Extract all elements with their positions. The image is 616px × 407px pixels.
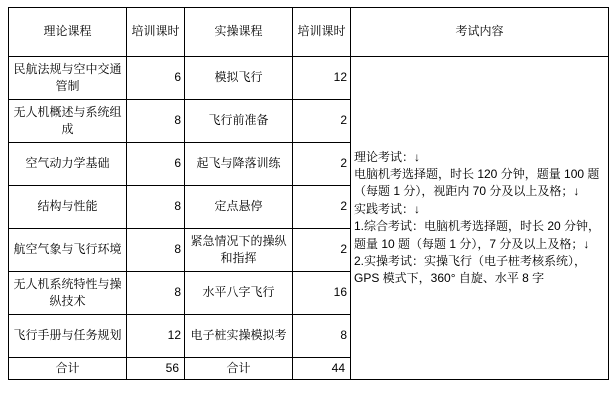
exam-line-theory-title: 理论考试：↓ — [354, 149, 421, 164]
theory-course-cell: 飞行手册与任务规划 — [9, 315, 127, 358]
practice-course-cell: 紧急情况下的操纵和指挥 — [185, 229, 293, 272]
theory-course-cell: 航空气象与飞行环境 — [9, 229, 127, 272]
theory-hours-cell: 8 — [127, 272, 185, 315]
header-exam-content — [351, 8, 609, 57]
table-header-row — [9, 8, 609, 57]
practice-course-cell: 电子桩实操模拟考 — [185, 315, 293, 358]
table-header — [9, 8, 609, 57]
practice-course-cell: 模拟飞行 — [185, 57, 293, 100]
header-exam-content-label: 考试内容 — [455, 24, 504, 39]
theory-course-cell: 无人机系统特性与操纵技术 — [9, 272, 127, 315]
practice-course-cell: 起飞与降落训练 — [185, 143, 293, 186]
theory-course-cell: 无人机概述与系统组成 — [9, 100, 127, 143]
practice-hours-cell: 2 — [293, 186, 351, 229]
total-theory-hours: 56 — [127, 358, 185, 380]
theory-hours-cell: 8 — [127, 229, 185, 272]
header-practice-hours-label: 培训课时 — [297, 24, 346, 39]
header-practice-course-label: 实操课程 — [214, 24, 263, 39]
total-theory-label: 合计 — [9, 358, 127, 380]
header-practice-course — [185, 8, 293, 57]
header-theory-hours-label: 培训课时 — [131, 24, 180, 39]
exam-line-operation: 2.实操考试：实操飞行（电子桩考核系统），GPS 模式下，360° 自旋、水平 8 字 — [354, 253, 587, 286]
exam-content-cell — [351, 57, 609, 380]
theory-course-cell: 民航法规与空中交通管制 — [9, 57, 127, 100]
training-course-table — [8, 7, 609, 380]
header-theory-hours — [127, 8, 185, 57]
practice-hours-cell: 12 — [293, 57, 351, 100]
exam-line-theory-detail: 电脑机考选择题，时长 120 分钟，题量 100 题（每题 1 分），视距内 70 分及以上及格；↓ — [354, 167, 600, 199]
practice-hours-cell: 2 — [293, 143, 351, 186]
total-practice-hours: 44 — [293, 358, 351, 380]
practice-hours-cell: 8 — [293, 315, 351, 358]
practice-course-cell: 定点悬停 — [185, 186, 293, 229]
practice-hours-cell: 2 — [293, 100, 351, 143]
theory-course-cell: 结构与性能 — [9, 186, 127, 229]
theory-hours-cell: 8 — [127, 100, 185, 143]
table-body — [9, 57, 609, 380]
practice-course-cell: 飞行前准备 — [185, 100, 293, 143]
header-theory-course-label: 理论课程 — [43, 24, 92, 39]
theory-hours-cell: 8 — [127, 186, 185, 229]
practice-hours-cell: 2 — [293, 229, 351, 272]
theory-hours-cell: 12 — [127, 315, 185, 358]
practice-hours-cell: 16 — [293, 272, 351, 315]
header-practice-hours — [293, 8, 351, 57]
theory-course-cell: 空气动力学基础 — [9, 143, 127, 186]
header-theory-course — [9, 8, 127, 57]
table-row — [9, 57, 609, 100]
theory-hours-cell: 6 — [127, 143, 185, 186]
practice-course-cell: 水平八字飞行 — [185, 272, 293, 315]
exam-line-comprehensive: 1.综合考试：电脑机考选择题，时长 20 分钟，题量 10 题（每题 1 分），7 分及以上及格；↓ — [354, 219, 601, 251]
exam-line-practice-title: 实践考试：↓ — [354, 201, 421, 216]
total-practice-label: 合计 — [185, 358, 293, 380]
theory-hours-cell: 6 — [127, 57, 185, 100]
